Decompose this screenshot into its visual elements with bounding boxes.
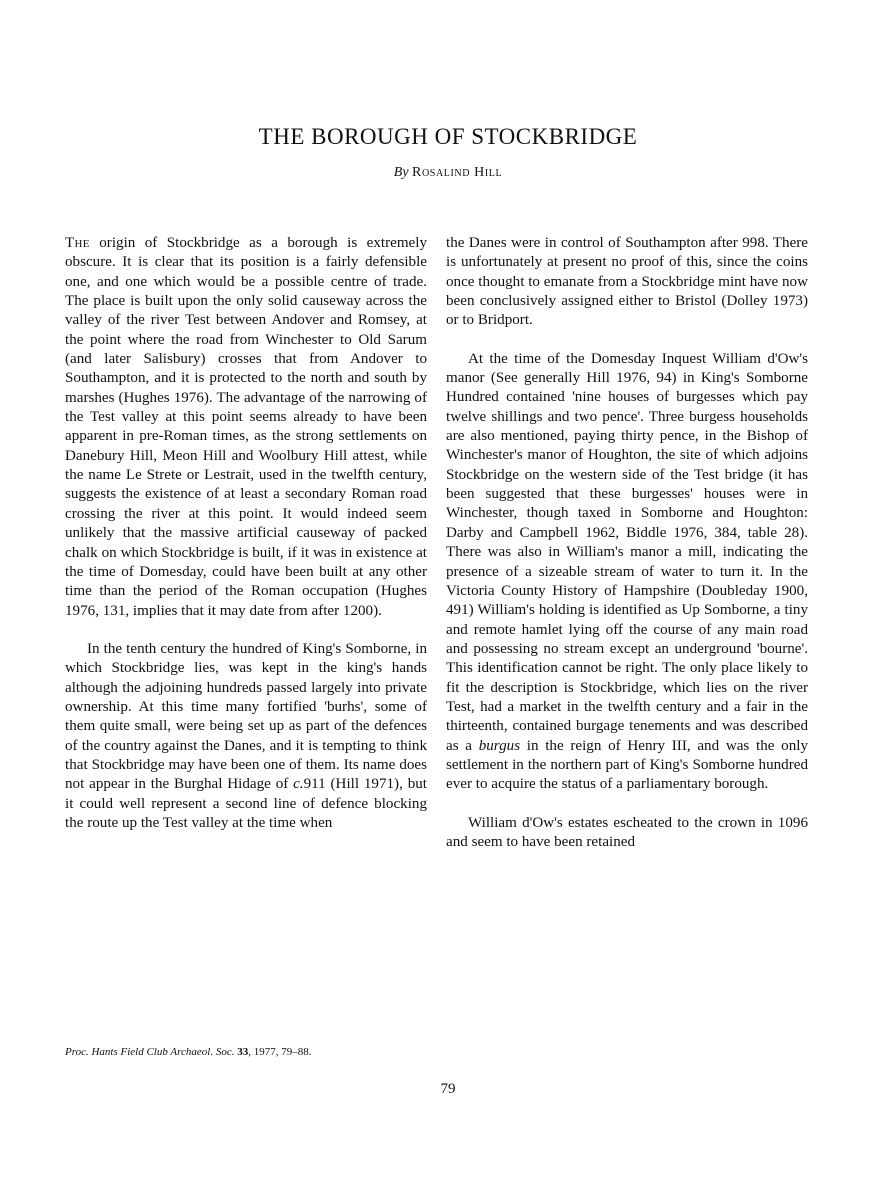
journal-volume: 33	[237, 1046, 249, 1058]
right-column	[446, 234, 808, 852]
paragraph-2-text-a: In the tenth century the hundred of King's Somborne, in which Stockbridge lies, was kept in the king's hands although the adjoining hundreds passed largely into private ownership. At this time many fortified 'burhs', some of them quite small, were being set up as part of the defences of the country against the Danes, and it is tempting to think that Stockbridge may have been one of them. Its name does not appear in the Burghal Hidage of	[65, 640, 427, 793]
circa-abbrev: c.	[293, 776, 304, 793]
citation-footnote	[65, 1046, 311, 1058]
lead-word: The	[65, 235, 90, 251]
left-column	[65, 234, 427, 833]
paragraph-2	[65, 640, 427, 833]
byline-prefix: By	[393, 165, 409, 180]
journal-name: Proc. Hants Field Club Archaeol. Soc.	[65, 1046, 235, 1058]
paragraph-4	[446, 350, 808, 795]
paragraph-1-text: origin of Stockbridge as a borough is extremely obscure. It is clear that its position is a fairly defensible one, and one which would be a possible centre of trade. The place is built upon the only solid causeway across the valley of the river Test between Andover and Romsey, at the point where the road from Winchester to Old Sarum (and later Salisbury) crosses that from Andover to Southampton, and it is protected to the north and south by marshes (Hughes 1976). The advantage of the narrowing of the Test valley at this point seems already to have been apparent in pre-Roman times, as the strong settlements on Danebury Hill, Meon Hill and Woolbury Hill attest, while the name Le Strete or Lestrait, used in the twelfth century, suggests the existence of at least a secondary Roman road crossing the river at this point. It would indeed seem unlikely that the massive artificial causeway of packed chalk on which Stockbridge is built, if it was in existence at the time of Domesday, could have been built at any other time than the period of the Roman occupation (Hughes 1976, 131, implies that it may date from after 1200).	[65, 235, 427, 619]
burgus-term: burgus	[478, 737, 521, 754]
paragraph-5: William d'Ow's estates escheated to the crown in 1096 and seem to have been retained	[446, 814, 808, 850]
byline	[0, 165, 896, 181]
paragraph-1	[65, 234, 427, 621]
article-title: THE BOROUGH OF STOCKBRIDGE	[258, 124, 638, 149]
author-name: Rosalind Hill	[412, 165, 503, 180]
paragraph-2-text-b: 911 (Hill 1971), but it could well represent a second line of defence blocking the route up the Test valley at the time when	[65, 776, 427, 831]
paragraph-4-text-b: in the reign of Henry III, and was the only settlement in the northern part of King's Somborne hundred ever to acquire the status of a parliamentary borough.	[446, 737, 808, 793]
paragraph-3: the Danes were in control of Southampton after 998. There is unfortunately at present no proof of this, since the coins once thought to emanate from a Stockbridge mint have now been conclusively assigned either to Bristol (Dolley 1973) or to Bridport.	[446, 235, 808, 329]
citation-details: , 1977, 79–88.	[248, 1046, 312, 1058]
page-number: 79	[440, 1081, 456, 1097]
paragraph-4-text-a: At the time of the Domesday Inquest William d'Ow's manor (See generally Hill 1976, 94) in King's Somborne Hundred contained 'nine houses of burgesses which pay twelve shillings and two pence'. Three burgess households are also mentioned, paying thirty pence, in the Bishop of Winchester's manor of Houghton, the site of which adjoins Stockbridge on the western side of the Test bridge (it has been suggested that these burgesses' houses were in Winchester, though taxed in Somborne and Houghton: Darby and Campbell 1962, Biddle 1976, 384, table 28). There was also in William's manor a mill, indicating the presence of a sizeable stream of water to turn it. In the Victoria County History of Hampshire (Doubleday 1900, 491) William's holding is identified as Up Somborne, a tiny and remote hamlet lying off the course of any main road and possessing no stream except an underground 'bourne'. This identification cannot be right. The only place likely to fit the description is Stockbridge, which lies on the river Test, had a market in the twelfth century and a fair in the thirteenth, contained burgage tenements and was described as a	[446, 350, 808, 754]
